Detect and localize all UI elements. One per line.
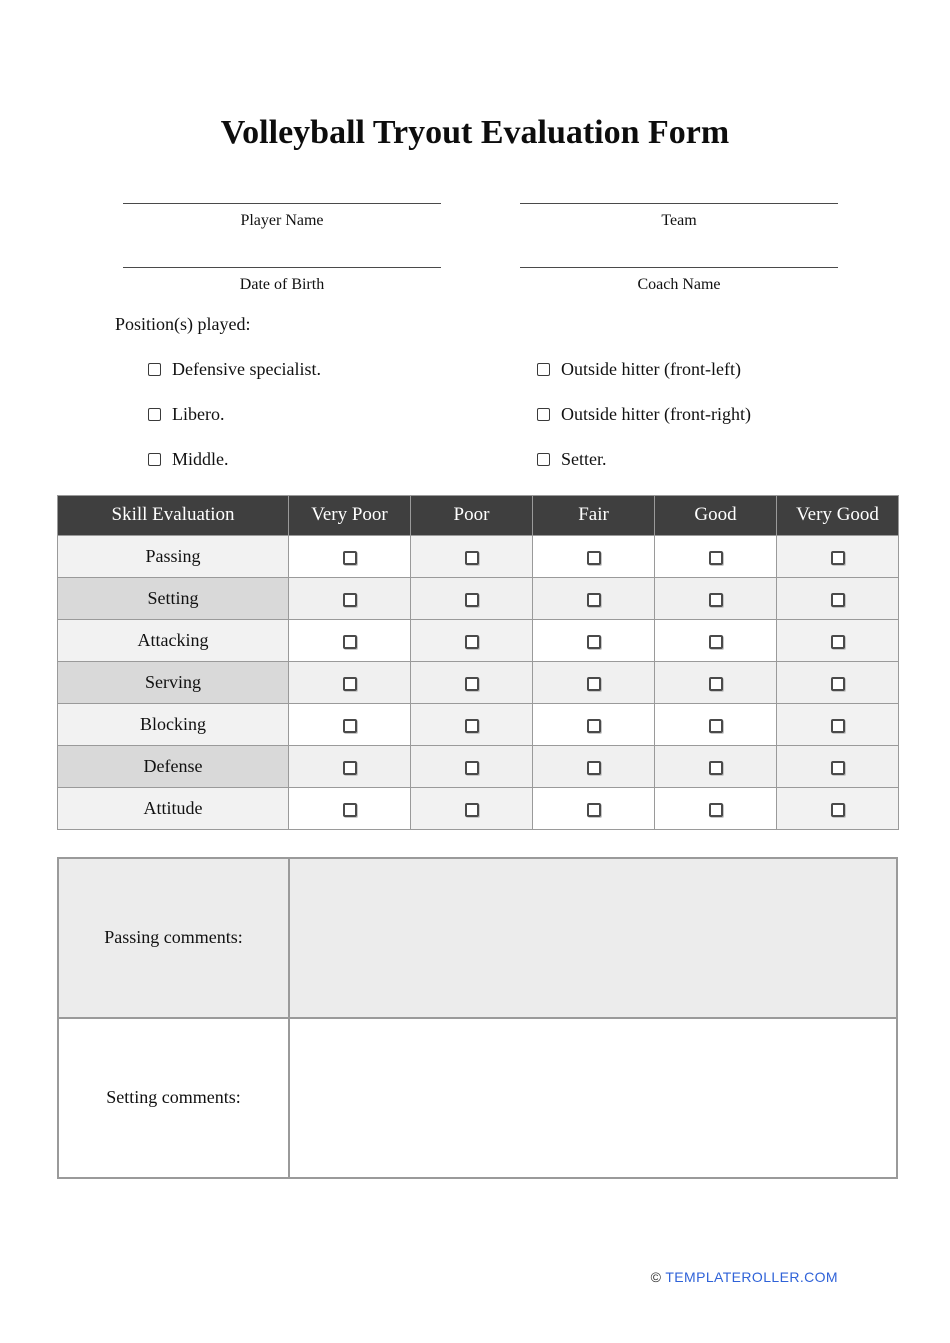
rating-checkbox[interactable] bbox=[709, 803, 723, 817]
field-row bbox=[123, 203, 838, 230]
skill-evaluation-table bbox=[57, 495, 899, 830]
position-option-label: Outside hitter (front-left) bbox=[561, 358, 741, 379]
table-row-attacking bbox=[58, 619, 899, 661]
column-header-fair: Fair bbox=[533, 495, 655, 535]
skill-label: Blocking bbox=[58, 703, 289, 745]
rating-checkbox[interactable] bbox=[465, 635, 479, 649]
rating-checkbox[interactable] bbox=[587, 593, 601, 607]
rating-checkbox[interactable] bbox=[343, 593, 357, 607]
rating-cell bbox=[533, 787, 655, 829]
rating-cell bbox=[777, 703, 899, 745]
rating-checkbox[interactable] bbox=[587, 803, 601, 817]
rating-cell bbox=[289, 535, 411, 577]
rating-checkbox[interactable] bbox=[831, 803, 845, 817]
table-row-serving bbox=[58, 661, 899, 703]
passing-comments-area[interactable] bbox=[289, 858, 897, 1018]
rating-checkbox[interactable] bbox=[709, 635, 723, 649]
field-player-name bbox=[123, 203, 441, 230]
rating-cell bbox=[533, 577, 655, 619]
setting-comments-area[interactable] bbox=[289, 1018, 897, 1178]
table-row-defense bbox=[58, 745, 899, 787]
rating-checkbox[interactable] bbox=[465, 803, 479, 817]
rating-checkbox[interactable] bbox=[587, 761, 601, 775]
table-row-setting bbox=[58, 577, 899, 619]
rating-checkbox[interactable] bbox=[709, 761, 723, 775]
position-option-middle bbox=[148, 449, 537, 470]
date-of-birth-label: Date of Birth bbox=[239, 275, 325, 293]
column-header-good: Good bbox=[655, 495, 777, 535]
rating-cell bbox=[289, 577, 411, 619]
rating-cell bbox=[655, 619, 777, 661]
checkbox-libero[interactable] bbox=[148, 408, 161, 421]
rating-cell bbox=[777, 619, 899, 661]
rating-checkbox[interactable] bbox=[831, 761, 845, 775]
skill-label: Serving bbox=[58, 661, 289, 703]
skill-label: Attacking bbox=[58, 619, 289, 661]
passing-comments-label: Passing comments: bbox=[58, 858, 289, 1018]
rating-checkbox[interactable] bbox=[709, 551, 723, 565]
rating-cell bbox=[533, 661, 655, 703]
date-of-birth-line[interactable] bbox=[123, 267, 441, 268]
checkbox-setter[interactable] bbox=[537, 453, 550, 466]
player-name-label: Player Name bbox=[240, 211, 324, 229]
rating-checkbox[interactable] bbox=[465, 677, 479, 691]
templateroller-link[interactable]: TEMPLATEROLLER.COM bbox=[665, 1269, 838, 1285]
rating-cell bbox=[289, 619, 411, 661]
rating-cell bbox=[655, 577, 777, 619]
coach-name-label: Coach Name bbox=[637, 275, 721, 293]
rating-checkbox[interactable] bbox=[587, 719, 601, 733]
comments-row-passing bbox=[58, 858, 897, 1018]
rating-checkbox[interactable] bbox=[465, 761, 479, 775]
table-row-passing bbox=[58, 535, 899, 577]
rating-checkbox[interactable] bbox=[587, 551, 601, 565]
rating-checkbox[interactable] bbox=[343, 719, 357, 733]
rating-cell bbox=[411, 745, 533, 787]
rating-checkbox[interactable] bbox=[465, 719, 479, 733]
column-header-skill-evaluation: Skill Evaluation bbox=[58, 495, 289, 535]
rating-cell bbox=[289, 661, 411, 703]
column-header-very-poor: Very Poor bbox=[289, 495, 411, 535]
coach-name-line[interactable] bbox=[520, 267, 838, 268]
player-name-line[interactable] bbox=[123, 203, 441, 204]
rating-cell bbox=[289, 703, 411, 745]
rating-checkbox[interactable] bbox=[343, 677, 357, 691]
rating-cell bbox=[411, 703, 533, 745]
position-option-label: Setter. bbox=[561, 448, 607, 469]
rating-cell bbox=[411, 661, 533, 703]
rating-cell bbox=[533, 703, 655, 745]
team-line[interactable] bbox=[520, 203, 838, 204]
comments-row-setting bbox=[58, 1018, 897, 1178]
rating-cell bbox=[411, 577, 533, 619]
skill-label: Setting bbox=[58, 577, 289, 619]
rating-checkbox[interactable] bbox=[343, 635, 357, 649]
rating-cell bbox=[289, 787, 411, 829]
rating-cell bbox=[777, 787, 899, 829]
column-header-poor: Poor bbox=[411, 495, 533, 535]
checkbox-outside-hitter-front-left[interactable] bbox=[537, 363, 550, 376]
rating-cell bbox=[777, 577, 899, 619]
rating-checkbox[interactable] bbox=[831, 719, 845, 733]
rating-cell bbox=[411, 787, 533, 829]
position-option-outside-hitter-front-left bbox=[537, 359, 950, 380]
table-row-blocking bbox=[58, 703, 899, 745]
comments-table bbox=[57, 857, 898, 1179]
table-header-row bbox=[58, 495, 899, 535]
field-row bbox=[123, 267, 838, 294]
page-title: Volleyball Tryout Evaluation Form bbox=[220, 114, 730, 151]
position-option-outside-hitter-front-right bbox=[537, 404, 950, 425]
rating-cell bbox=[655, 661, 777, 703]
rating-cell bbox=[533, 745, 655, 787]
rating-cell bbox=[777, 535, 899, 577]
position-option-label: Libero. bbox=[172, 403, 225, 424]
rating-checkbox[interactable] bbox=[831, 677, 845, 691]
rating-cell bbox=[655, 787, 777, 829]
checkbox-outside-hitter-front-right[interactable] bbox=[537, 408, 550, 421]
column-header-very-good: Very Good bbox=[777, 495, 899, 535]
rating-cell bbox=[411, 619, 533, 661]
rating-checkbox[interactable] bbox=[343, 803, 357, 817]
position-option-label: Middle. bbox=[172, 448, 229, 469]
position-option-libero bbox=[148, 404, 537, 425]
field-team bbox=[520, 203, 838, 230]
position-option-defensive-specialist bbox=[148, 359, 537, 380]
rating-cell bbox=[533, 535, 655, 577]
field-date-of-birth bbox=[123, 267, 441, 294]
rating-checkbox[interactable] bbox=[709, 593, 723, 607]
positions-section bbox=[115, 314, 950, 470]
rating-cell bbox=[655, 535, 777, 577]
setting-comments-label: Setting comments: bbox=[58, 1018, 289, 1178]
rating-checkbox[interactable] bbox=[343, 551, 357, 565]
rating-cell bbox=[289, 745, 411, 787]
positions-grid bbox=[148, 359, 950, 470]
rating-checkbox[interactable] bbox=[587, 635, 601, 649]
skill-label: Passing bbox=[58, 535, 289, 577]
position-option-label: Outside hitter (front-right) bbox=[561, 403, 751, 424]
header-fields bbox=[123, 203, 838, 294]
rating-checkbox[interactable] bbox=[465, 593, 479, 607]
rating-checkbox[interactable] bbox=[831, 593, 845, 607]
rating-checkbox[interactable] bbox=[343, 761, 357, 775]
checkbox-defensive-specialist[interactable] bbox=[148, 363, 161, 376]
position-option-setter bbox=[537, 449, 950, 470]
rating-cell bbox=[533, 619, 655, 661]
skill-label: Defense bbox=[58, 745, 289, 787]
team-label: Team bbox=[661, 211, 697, 229]
positions-heading: Position(s) played: bbox=[115, 313, 251, 334]
table-row-attitude bbox=[58, 787, 899, 829]
rating-checkbox[interactable] bbox=[465, 551, 479, 565]
footer bbox=[651, 1269, 838, 1285]
rating-checkbox[interactable] bbox=[587, 677, 601, 691]
field-coach-name bbox=[520, 267, 838, 294]
rating-checkbox[interactable] bbox=[709, 719, 723, 733]
rating-checkbox[interactable] bbox=[709, 677, 723, 691]
rating-cell bbox=[777, 661, 899, 703]
rating-checkbox[interactable] bbox=[831, 635, 845, 649]
rating-cell bbox=[411, 535, 533, 577]
rating-cell bbox=[655, 745, 777, 787]
rating-cell bbox=[777, 745, 899, 787]
checkbox-middle[interactable] bbox=[148, 453, 161, 466]
copyright-symbol: © bbox=[650, 1269, 662, 1285]
rating-cell bbox=[655, 703, 777, 745]
rating-checkbox[interactable] bbox=[831, 551, 845, 565]
skill-label: Attitude bbox=[58, 787, 289, 829]
position-option-label: Defensive specialist. bbox=[172, 358, 321, 379]
